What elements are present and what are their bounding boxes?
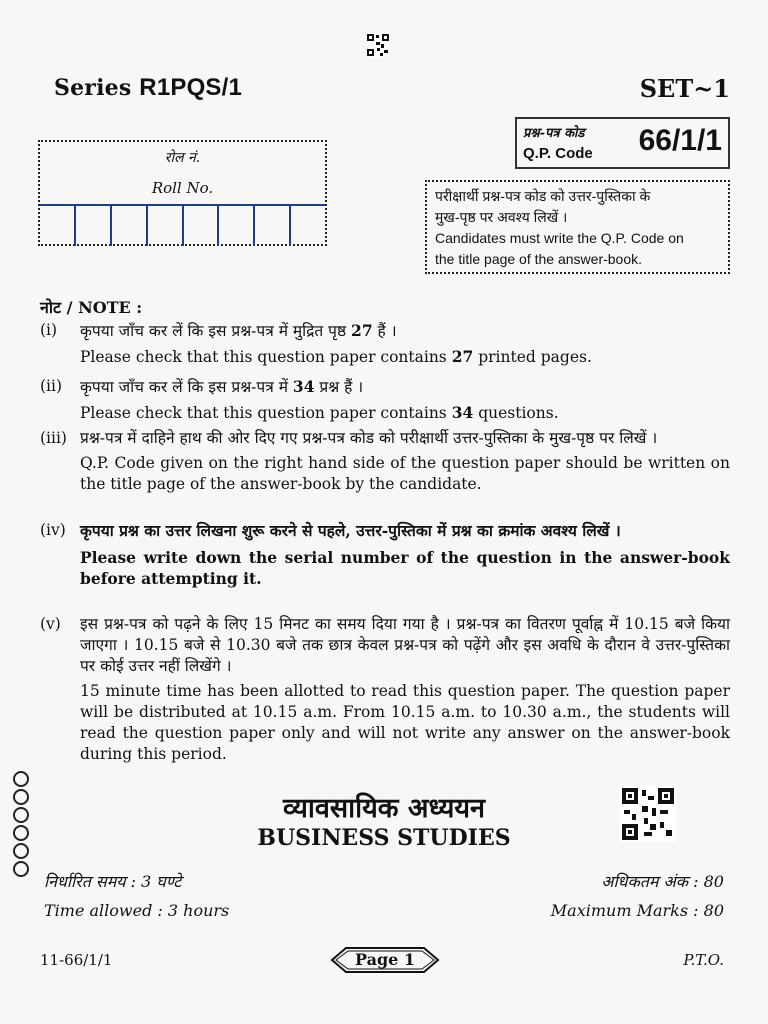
note-text-hindi: कृपया प्रश्न का उत्तर लिखना शुरू करने से पहले, उत्तर-पुस्तिका में प्रश्न का क्रमांक अवश्य लिखें । [80, 521, 621, 540]
note-number: (i) [40, 321, 58, 339]
note-text-hindi: कृपया जाँच कर लें कि इस प्रश्न-पत्र में मुद्रित पृष्ठ 27 हैं । [80, 321, 397, 340]
note-item-ii [40, 376, 730, 422]
note-item-v [40, 614, 730, 766]
note-text-hindi: प्रश्न-पत्र में दाहिने हाथ की ओर दिए गए प्रश्न-पत्र कोड को परीक्षार्थी उत्तर-पुस्तिका के मुख-पृष्ठ पर लिखें । [80, 429, 658, 447]
subject-title: BUSINESS STUDIES [257, 825, 511, 851]
note-number: (v) [40, 615, 61, 633]
note-text-english: Please check that this question paper contains 27 printed pages. [80, 347, 592, 366]
time-allowed: Time allowed : 3 hours [44, 901, 230, 920]
note-text-english: 15 minute time has been allotted to read this question paper. The question paper will be distributed at 10.15 a.m. From 10.15 a.m. to 10.30 a.m., the students will read the question paper only and will not write any answer on the answer-book during this period. [80, 682, 730, 763]
roll-cell[interactable] [184, 206, 220, 246]
series-code: R1PQS/1 [139, 74, 243, 101]
maximum-marks-hindi: अधिकतम अंक : 80 [601, 872, 724, 891]
roll-number-box [38, 140, 327, 246]
subject-title-hindi: व्यावसायिक अध्ययन [282, 793, 486, 824]
instruction-english-line2: the title page of the answer-book. [435, 251, 643, 267]
maximum-marks: Maximum Marks : 80 [550, 901, 724, 920]
roll-cell[interactable] [40, 206, 76, 246]
note-heading: नोट / NOTE : [40, 298, 143, 317]
roll-label: Roll No. [151, 179, 214, 197]
paper-code-footer: 11-66/1/1 [40, 951, 113, 969]
page-number: Page 1 [354, 950, 416, 969]
note-number: (iv) [40, 521, 66, 539]
roll-cell[interactable] [219, 206, 255, 246]
page-indicator [330, 946, 440, 974]
note-number: (iii) [40, 429, 67, 447]
candidate-instruction-box [425, 180, 730, 274]
note-item-iii [40, 428, 730, 516]
set-number: SET~1 [639, 74, 730, 103]
instruction-hindi-line2: मुख-पृष्ठ पर अवश्य लिखें । [435, 209, 568, 225]
qr-code-icon [620, 786, 676, 842]
roll-cell[interactable] [112, 206, 148, 246]
roll-cell[interactable] [76, 206, 112, 246]
qp-code-value: 66/1/1 [638, 124, 722, 157]
note-text-english: Q.P. Code given on the right hand side of the question paper should be written on the title page of the answer-book by the candidate. [80, 454, 730, 493]
pto-label: P.T.O. [683, 951, 724, 969]
series-label: Series R1PQS/1 [54, 74, 243, 101]
time-allowed-hindi: निर्धारित समय : 3 घण्टे [44, 872, 182, 891]
qr-code-small-icon [366, 33, 390, 57]
note-number: (ii) [40, 377, 63, 395]
note-item-iv [40, 520, 730, 610]
roll-number-cells[interactable] [40, 204, 325, 246]
roll-cell[interactable] [148, 206, 184, 246]
roll-label-hindi: रोल नं. [164, 150, 201, 166]
note-item-i [40, 320, 730, 366]
instruction-english-line1: Candidates must write the Q.P. Code on [435, 230, 684, 246]
note-text-hindi: इस प्रश्न-पत्र को पढ़ने के लिए 15 मिनट का समय दिया गया है । प्रश्न-पत्र का वितरण पूर्वाह्न में 10.15 बजे किया जाएगा । 10.15 बजे से 10.30 बजे तक छात्र केवल प्रश्न-पत्र को पढ़ेंगे और इस अवधि के दौरान वे उत्तर-पुस्तिका पर कोई उत्तर नहीं लिखेंगे । [80, 615, 730, 675]
instruction-hindi-line1: परीक्षार्थी प्रश्न-पत्र कोड को उत्तर-पुस्तिका के [435, 188, 651, 204]
note-text-english: Please check that this question paper contains 34 questions. [80, 403, 559, 422]
qp-code-box [515, 117, 730, 169]
qp-label-hindi: प्रश्न-पत्र कोड [523, 126, 585, 141]
roll-cell[interactable] [255, 206, 291, 246]
note-text-hindi: कृपया जाँच कर लें कि इस प्रश्न-पत्र में 34 प्रश्न हैं । [80, 377, 364, 396]
note-text-english: Please write down the serial number of the question in the answer-book before attempting it. [80, 548, 730, 588]
qp-label: Q.P. Code [523, 145, 593, 162]
roll-cell[interactable] [291, 206, 325, 246]
